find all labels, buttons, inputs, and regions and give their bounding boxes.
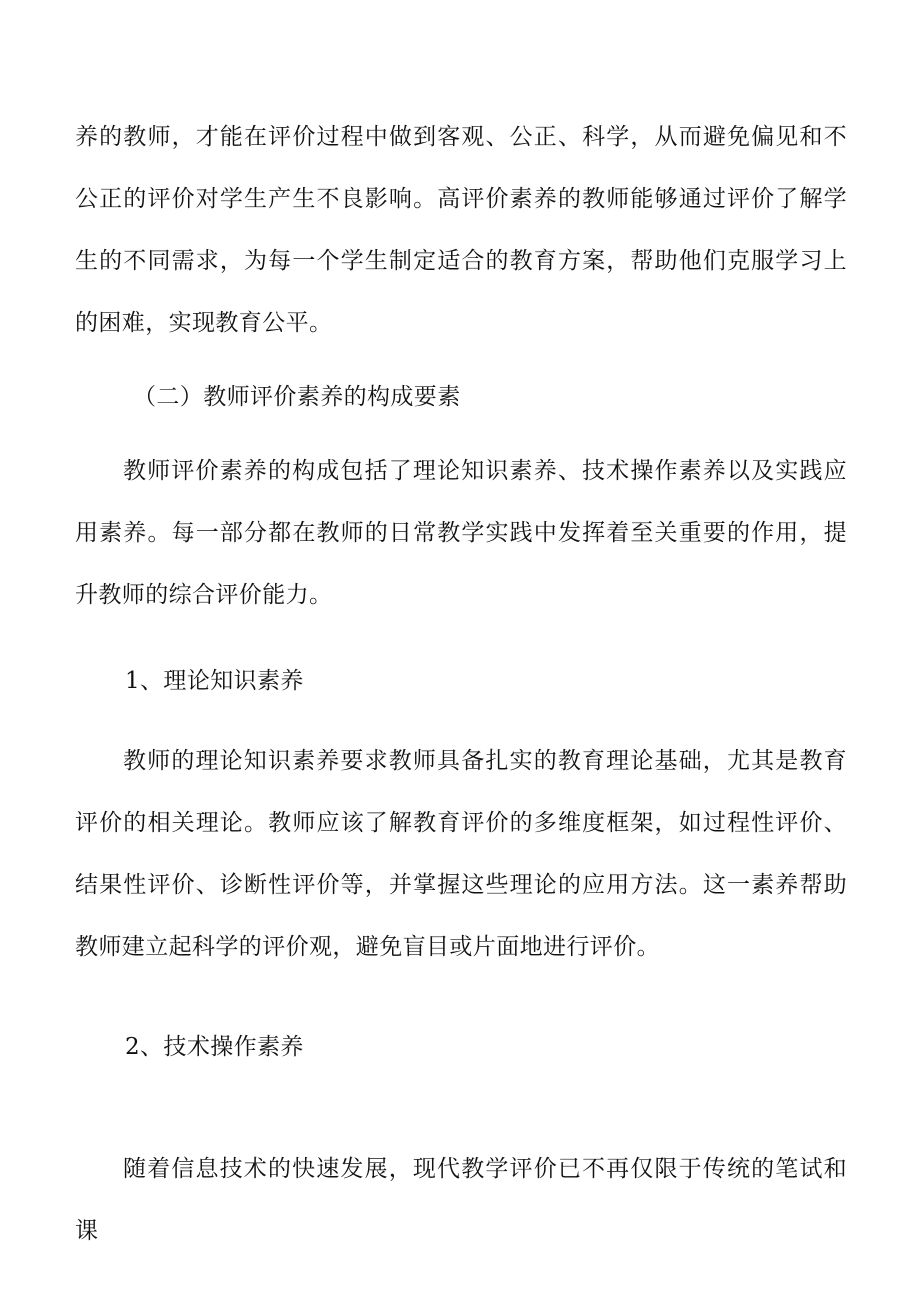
paragraph-theory: 教师的理论知识素养要求教师具备扎实的教育理论基础，尤其是教育评价的相关理论。教师应该了解教育评价的多维度框架，如过程性评价、结果性评价、诊断性评价等，并掌握这些理论的应用方法。这一素养帮助教师建立起科学的评价观，避免盲目或片面地进行评价。 <box>75 748 847 960</box>
subheading-theory: 1、理论知识素养 <box>125 668 304 694</box>
paragraph-intro: 教师评价素养的构成包括了理论知识素养、技术操作素养以及实践应用素养。每一部分都在教师的日常教学实践中发挥着至关重要的作用，提升教师的综合评价能力。 <box>75 458 847 608</box>
paragraph-continuation: 养的教师，才能在评价过程中做到客观、公正、科学，从而避免偏见和不公正的评价对学生产生不良影响。高评价素养的教师能够通过评价了解学生的不同需求，为每一个学生制定适合的教育方案，帮助他们克服学习上的困难，实现教育公平。 <box>75 124 847 336</box>
subheading-tech: 2、技术操作素养 <box>125 1034 304 1060</box>
paragraph-tech: 随着信息技术的快速发展，现代教学评价已不再仅限于传统的笔试和课 <box>75 1156 847 1244</box>
section-heading: （二）教师评价素养的构成要素 <box>133 384 461 410</box>
